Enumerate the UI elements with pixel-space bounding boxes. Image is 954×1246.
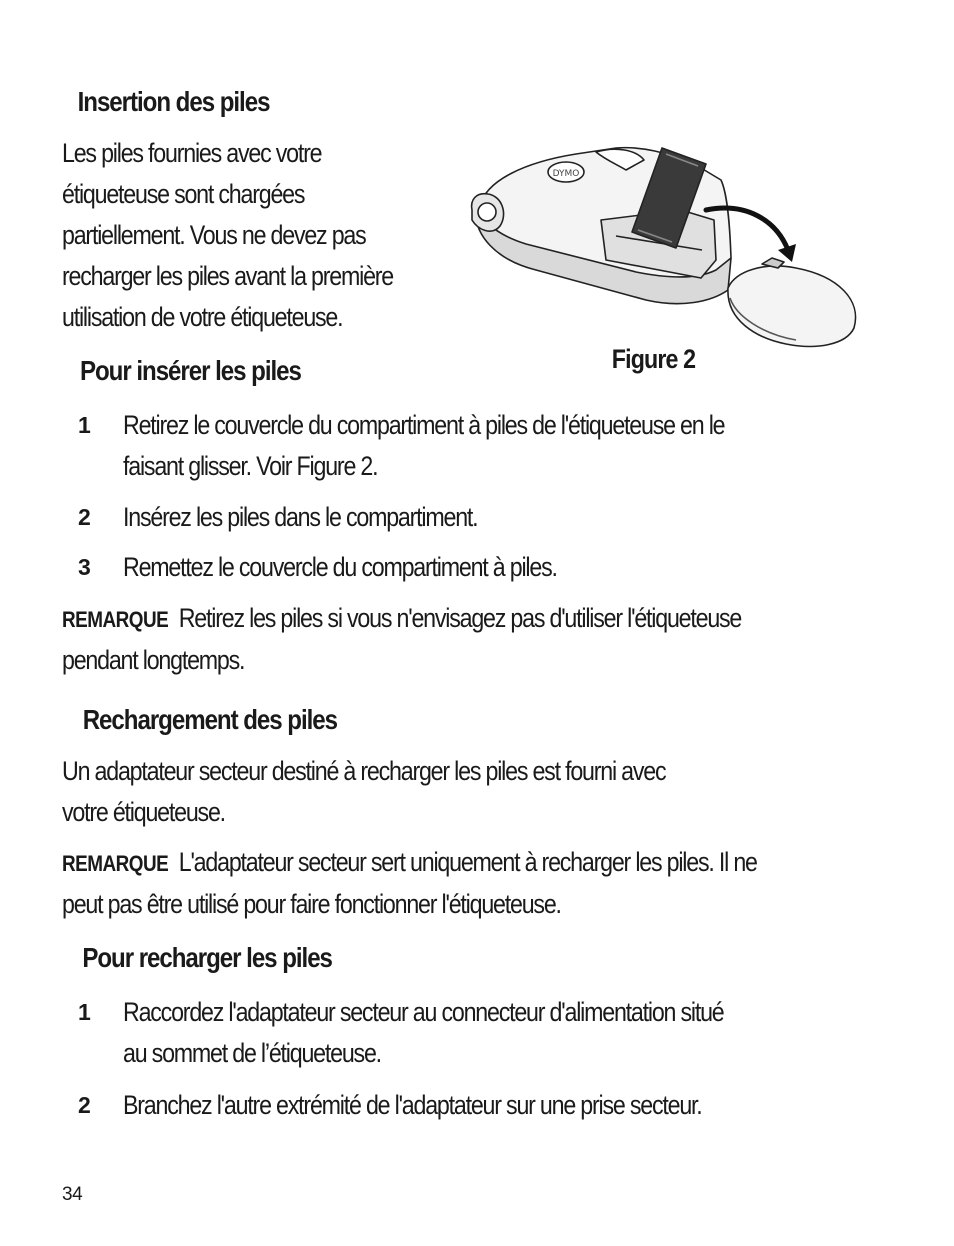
figure-caption: Figure 2 (611, 344, 696, 374)
step-text (123, 547, 557, 588)
label-maker-battery-illustration (466, 140, 862, 350)
intro-line: partiellement. Vous ne devez pas (62, 220, 366, 250)
note-text: peut pas être utilisé pour faire fonctionner l'étiqueteuse. (62, 889, 561, 919)
section-title-insertion: Insertion des piles (77, 86, 270, 117)
intro-line: votre étiqueteuse. (62, 797, 225, 827)
step-text (123, 1085, 702, 1126)
step-line: Insérez les piles dans le compartiment. (123, 502, 478, 532)
step-text (123, 992, 724, 1074)
section-title-rechargement: Rechargement des piles (82, 704, 338, 735)
step-line: Retirez le couvercle du compartiment à piles de l'étiqueteuse en le (123, 410, 725, 440)
step-line: au sommet de l’étiqueteuse. (123, 1038, 381, 1068)
step-number: 3 (78, 554, 91, 580)
step-line: Raccordez l'adaptateur secteur au connecteur d'alimentation situé (123, 997, 724, 1027)
dymo-logo: DYMO (552, 169, 580, 179)
step-number: 2 (78, 504, 91, 530)
step-line: Branchez l'autre extrémité de l'adaptateur sur une prise secteur. (123, 1090, 702, 1120)
note-label: REMARQUE (62, 607, 169, 632)
step-number: 2 (78, 1092, 91, 1118)
note-remarque (62, 842, 757, 925)
intro-line: étiqueteuse sont chargées (62, 179, 305, 209)
note-text: L'adaptateur secteur sert uniquement à recharger les piles. Il ne (178, 847, 757, 877)
note-label: REMARQUE (62, 851, 169, 876)
intro-line: Un adaptateur secteur destiné à recharger les piles est fourni avec (62, 756, 666, 786)
step-number: 1 (78, 412, 91, 438)
note-text: Retirez les piles si vous n'envisagez pas d'utiliser l'étiqueteuse (178, 603, 742, 633)
note-text: pendant longtemps. (62, 645, 245, 675)
intro-line: utilisation de votre étiqueteuse. (62, 302, 343, 332)
intro-line: recharger les piles avant la première (62, 261, 394, 291)
step-line: faisant glisser. Voir Figure 2. (123, 451, 378, 481)
intro-paragraph (62, 133, 393, 338)
step-line: Remettez le couvercle du compartiment à piles. (123, 552, 557, 582)
recharge-intro (62, 751, 665, 833)
step-text (123, 497, 477, 538)
subtitle-recharger: Pour recharger les piles (82, 942, 332, 973)
step-text (123, 405, 724, 487)
intro-line: Les piles fournies avec votre (62, 138, 322, 168)
note-remarque (62, 598, 741, 681)
step-number: 1 (78, 999, 91, 1025)
page-number: 34 (62, 1184, 83, 1205)
subtitle-inserer: Pour insérer les piles (79, 355, 301, 386)
